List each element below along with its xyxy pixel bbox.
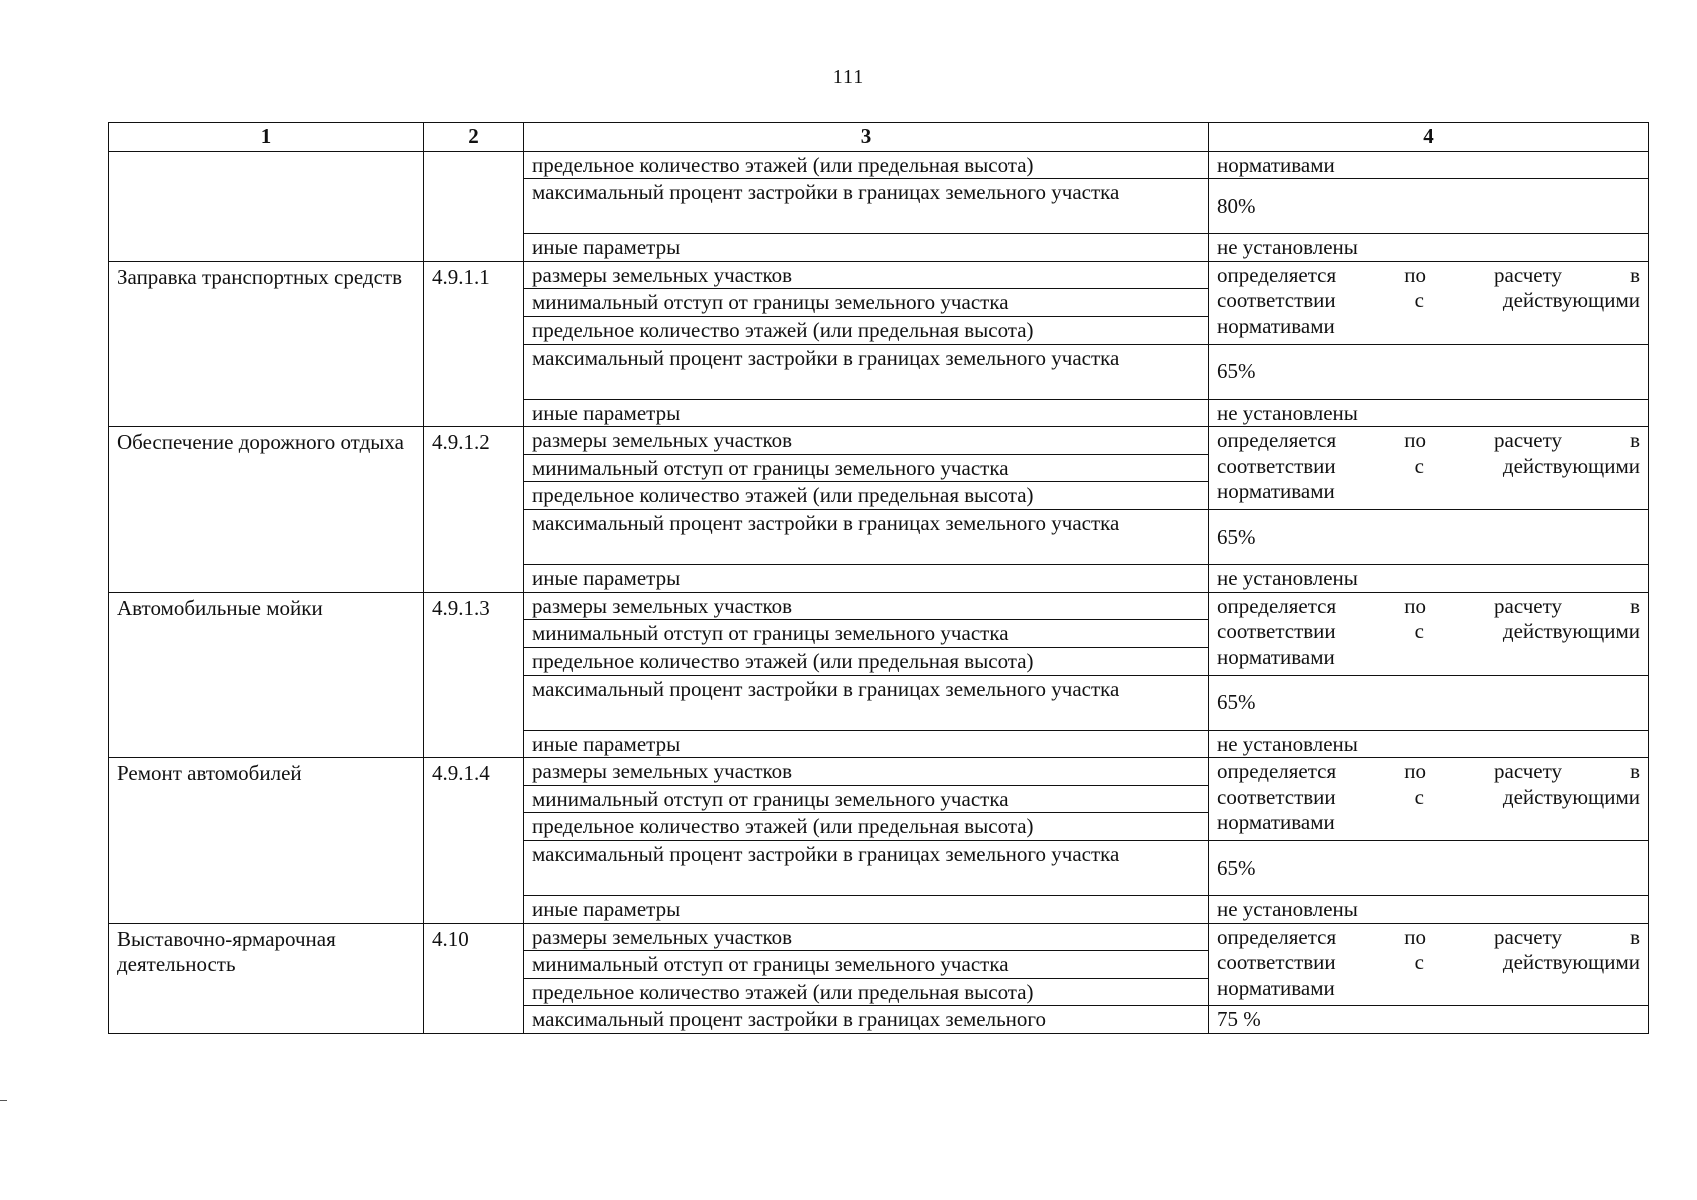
value-cell: не установлены	[1209, 730, 1649, 758]
norm-word: действующими	[1502, 453, 1640, 478]
param-cell: размеры земельных участков	[524, 758, 1209, 786]
norm-word: по	[1404, 759, 1426, 784]
norm-line-3: нормативами	[1217, 810, 1335, 835]
param-cell: иные параметры	[524, 730, 1209, 758]
norm-word: соответствии	[1217, 453, 1336, 478]
norm-line-3: нормативами	[1217, 314, 1335, 339]
value-cell: не установлены	[1209, 565, 1649, 593]
page-number: 111	[832, 66, 865, 88]
percent-cell: 65%	[1209, 510, 1649, 565]
norm-line-3: нормативами	[1217, 644, 1335, 669]
norm-word: действующими	[1502, 784, 1640, 809]
norm-cell	[1209, 427, 1649, 510]
norm-word: с	[1414, 950, 1424, 975]
land-use-name: Заправка транспортных средств	[109, 261, 424, 426]
param-cell: предельное количество этажей (или предельная высота)	[524, 482, 1209, 510]
norm-word: в	[1630, 428, 1640, 453]
norm-line-1	[1217, 263, 1640, 289]
norm-word: расчету	[1494, 262, 1563, 287]
norm-line-2	[1217, 619, 1640, 645]
norm-word: по	[1404, 593, 1426, 618]
land-use-code: 4.9.1.2	[424, 427, 524, 592]
param-cell: размеры земельных участков	[524, 261, 1209, 289]
norm-line-1	[1217, 925, 1640, 951]
norm-word: по	[1404, 924, 1426, 949]
param-cell: минимальный отступ от границы земельного участка	[524, 951, 1209, 979]
norm-line-2	[1217, 454, 1640, 480]
norm-word: с	[1414, 288, 1424, 313]
param-cell: предельное количество этажей (или предельная высота)	[524, 978, 1209, 1006]
land-use-name: Обеспечение дорожного отдыха	[109, 427, 424, 592]
norm-word: в	[1630, 759, 1640, 784]
norm-word: расчету	[1494, 759, 1563, 784]
percent-cell: 65%	[1209, 840, 1649, 895]
norm-line-1	[1217, 594, 1640, 620]
norm-word: определяется	[1217, 924, 1337, 949]
land-use-code: 4.9.1.3	[424, 592, 524, 757]
norm-word: действующими	[1502, 288, 1640, 313]
param-cell: минимальный отступ от границы земельного участка	[524, 289, 1209, 317]
norm-word: соответствии	[1217, 619, 1336, 644]
column-header-3: 3	[524, 123, 1209, 152]
param-cell: максимальный процент застройки в границах земельного участка	[524, 510, 1209, 565]
norm-word: в	[1630, 924, 1640, 949]
table-row	[109, 151, 1649, 179]
percent-cell: 75 %	[1209, 1006, 1649, 1034]
percent-cell: 65%	[1209, 675, 1649, 730]
norm-word: определяется	[1217, 593, 1337, 618]
norm-cell	[1209, 923, 1649, 1006]
param-cell: максимальный процент застройки в границах земельного участка	[524, 675, 1209, 730]
table-row	[109, 427, 1649, 455]
norm-line-2	[1217, 288, 1640, 314]
norm-word: соответствии	[1217, 784, 1336, 809]
param-cell: размеры земельных участков	[524, 923, 1209, 951]
norm-word: определяется	[1217, 759, 1337, 784]
param-cell: минимальный отступ от границы земельного участка	[524, 454, 1209, 482]
param-cell: максимальный процент застройки в границах земельного участка	[524, 179, 1209, 234]
table-row	[109, 261, 1649, 289]
param-cell: максимальный процент застройки в границах земельного участка	[524, 344, 1209, 399]
norm-word: по	[1404, 262, 1426, 287]
norm-line-1	[1217, 428, 1640, 454]
regulations-table	[108, 122, 1649, 1034]
norm-word: расчету	[1494, 924, 1563, 949]
param-cell: максимальный процент застройки в границах земельного	[524, 1006, 1209, 1034]
table-row	[109, 592, 1649, 620]
scan-edge-mark	[0, 1100, 7, 1101]
value-cell: не установлены	[1209, 895, 1649, 923]
table-row	[109, 758, 1649, 786]
param-cell: иные параметры	[524, 565, 1209, 593]
param-cell: предельное количество этажей (или предельная высота)	[524, 647, 1209, 675]
norm-word: по	[1404, 428, 1426, 453]
norm-word: соответствии	[1217, 288, 1336, 313]
norm-cell	[1209, 592, 1649, 675]
name-cell	[109, 151, 424, 261]
norm-line-2	[1217, 785, 1640, 811]
param-cell: минимальный отступ от границы земельного участка	[524, 785, 1209, 813]
norm-word: в	[1630, 593, 1640, 618]
norm-word: с	[1414, 784, 1424, 809]
norm-line-3: нормативами	[1217, 975, 1335, 1000]
column-header-4: 4	[1209, 123, 1649, 152]
param-cell: иные параметры	[524, 895, 1209, 923]
norm-cell	[1209, 261, 1649, 344]
norm-line-2	[1217, 950, 1640, 976]
norm-word: соответствии	[1217, 950, 1336, 975]
norm-word: действующими	[1502, 619, 1640, 644]
param-cell: размеры земельных участков	[524, 427, 1209, 455]
param-cell: иные параметры	[524, 399, 1209, 427]
column-header-1: 1	[109, 123, 424, 152]
header-row	[109, 123, 1649, 152]
norm-word: с	[1414, 453, 1424, 478]
value-cell: нормативами	[1209, 151, 1649, 179]
norm-word: с	[1414, 619, 1424, 644]
code-cell	[424, 151, 524, 261]
param-cell: максимальный процент застройки в границах земельного участка	[524, 840, 1209, 895]
param-cell: предельное количество этажей (или предельная высота)	[524, 317, 1209, 345]
land-use-name: Автомобильные мойки	[109, 592, 424, 757]
percent-cell: 65%	[1209, 344, 1649, 399]
param-cell: предельное количество этажей (или предельная высота)	[524, 151, 1209, 179]
param-cell: предельное количество этажей (или предельная высота)	[524, 813, 1209, 841]
param-cell: размеры земельных участков	[524, 592, 1209, 620]
land-use-code: 4.9.1.1	[424, 261, 524, 426]
percent-cell: 80%	[1209, 179, 1649, 234]
land-use-name: Выставочно-ярмарочная деятельность	[109, 923, 424, 1033]
column-header-2: 2	[424, 123, 524, 152]
norm-cell	[1209, 758, 1649, 841]
norm-word: в	[1630, 262, 1640, 287]
land-use-name: Ремонт автомобилей	[109, 758, 424, 923]
norm-word: действующими	[1502, 950, 1640, 975]
norm-line-3: нормативами	[1217, 479, 1335, 504]
norm-line-1	[1217, 759, 1640, 785]
norm-word: определяется	[1217, 262, 1337, 287]
table-row	[109, 923, 1649, 951]
norm-word: расчету	[1494, 428, 1563, 453]
param-cell: минимальный отступ от границы земельного участка	[524, 620, 1209, 648]
value-cell: не установлены	[1209, 399, 1649, 427]
norm-word: определяется	[1217, 428, 1337, 453]
norm-word: расчету	[1494, 593, 1563, 618]
param-cell: иные параметры	[524, 234, 1209, 262]
land-use-code: 4.9.1.4	[424, 758, 524, 923]
land-use-code: 4.10	[424, 923, 524, 1033]
value-cell: не установлены	[1209, 234, 1649, 262]
